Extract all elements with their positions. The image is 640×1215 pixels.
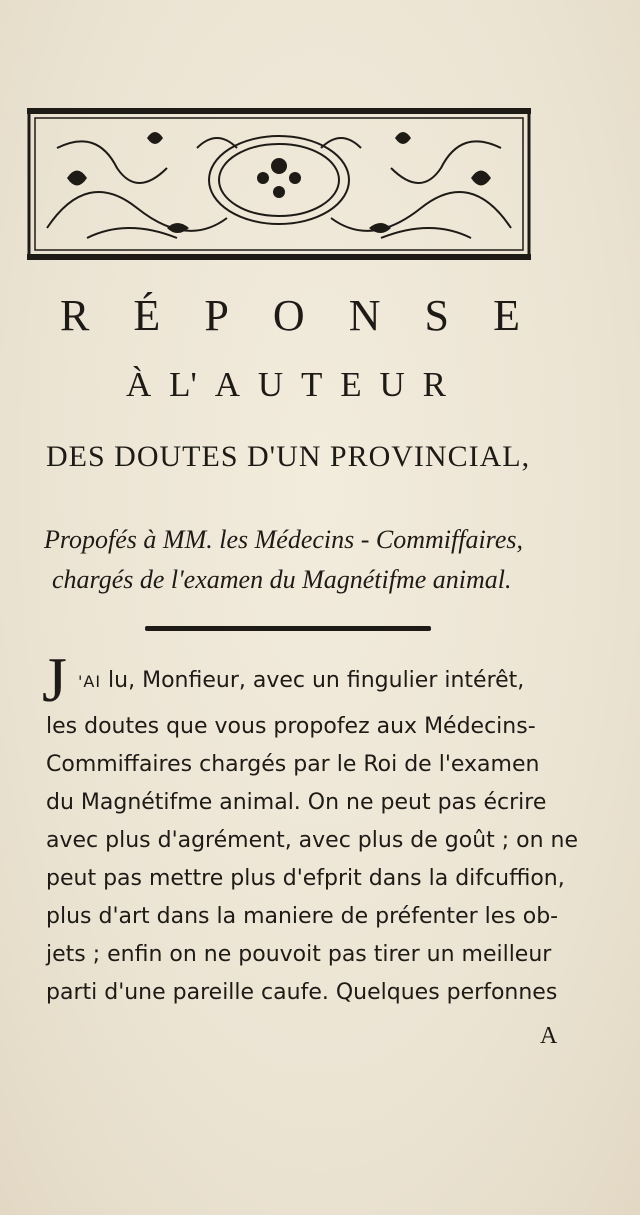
title-letter: S: [424, 291, 450, 340]
title-letter: O: [272, 291, 305, 340]
subtitle-line: DES DOUTES D'UN PROVINCIAL,: [46, 440, 531, 473]
title-letter: E: [493, 291, 520, 340]
title-letter: R: [60, 291, 90, 340]
body-first-line: [78, 668, 524, 693]
title-letter: N: [348, 291, 381, 340]
subtitle-letter: T: [300, 365, 323, 404]
page-title: [60, 290, 520, 341]
title-letter: É: [133, 291, 161, 340]
subtitle-letter: U: [257, 365, 284, 404]
italic-line: chargés de l'examen du Magnétifme animal.: [52, 565, 512, 594]
body-line: parti d'une pareille caufe. Quelques perfonnes: [46, 980, 558, 1005]
body-line: du Magnétifme animal. On ne peut pas écrire: [46, 790, 547, 815]
catchword: A: [540, 1023, 558, 1049]
drop-cap: J: [42, 644, 67, 715]
italic-line: Propofés à MM. les Médecins - Commiffaires,: [44, 525, 523, 554]
body-line: peut pas mettre plus d'efprit dans la difcuffion,: [46, 866, 565, 891]
subtitle-letter: U: [379, 365, 405, 404]
body-line: jets ; enfin on ne pouvoit pas tirer un meilleur: [46, 942, 552, 967]
subtitle-letter: L': [169, 365, 197, 404]
subtitle-letter: À: [126, 365, 152, 404]
subtitle-letter: A: [214, 365, 240, 404]
title-letter: P: [204, 291, 229, 340]
body-line: avec plus d'agrément, avec plus de goût ; on ne: [46, 828, 579, 853]
divider-rule: [145, 626, 431, 631]
first-line-text: lu, Monfieur, avec un fingulier intérêt,: [101, 668, 525, 693]
floral-headpiece-ornament: [27, 108, 531, 260]
body-line: Commiffaires chargés par le Roi de l'examen: [46, 752, 540, 777]
body-line: les doutes que vous propofez aux Médecins-: [46, 714, 536, 739]
subtitle-letter: E: [340, 365, 362, 404]
subtitle-letter: R: [422, 365, 446, 404]
subtitle: [126, 365, 446, 405]
body-line: plus d'art dans la maniere de préfenter les ob-: [46, 904, 559, 929]
small-caps-text: 'AI: [78, 672, 102, 691]
